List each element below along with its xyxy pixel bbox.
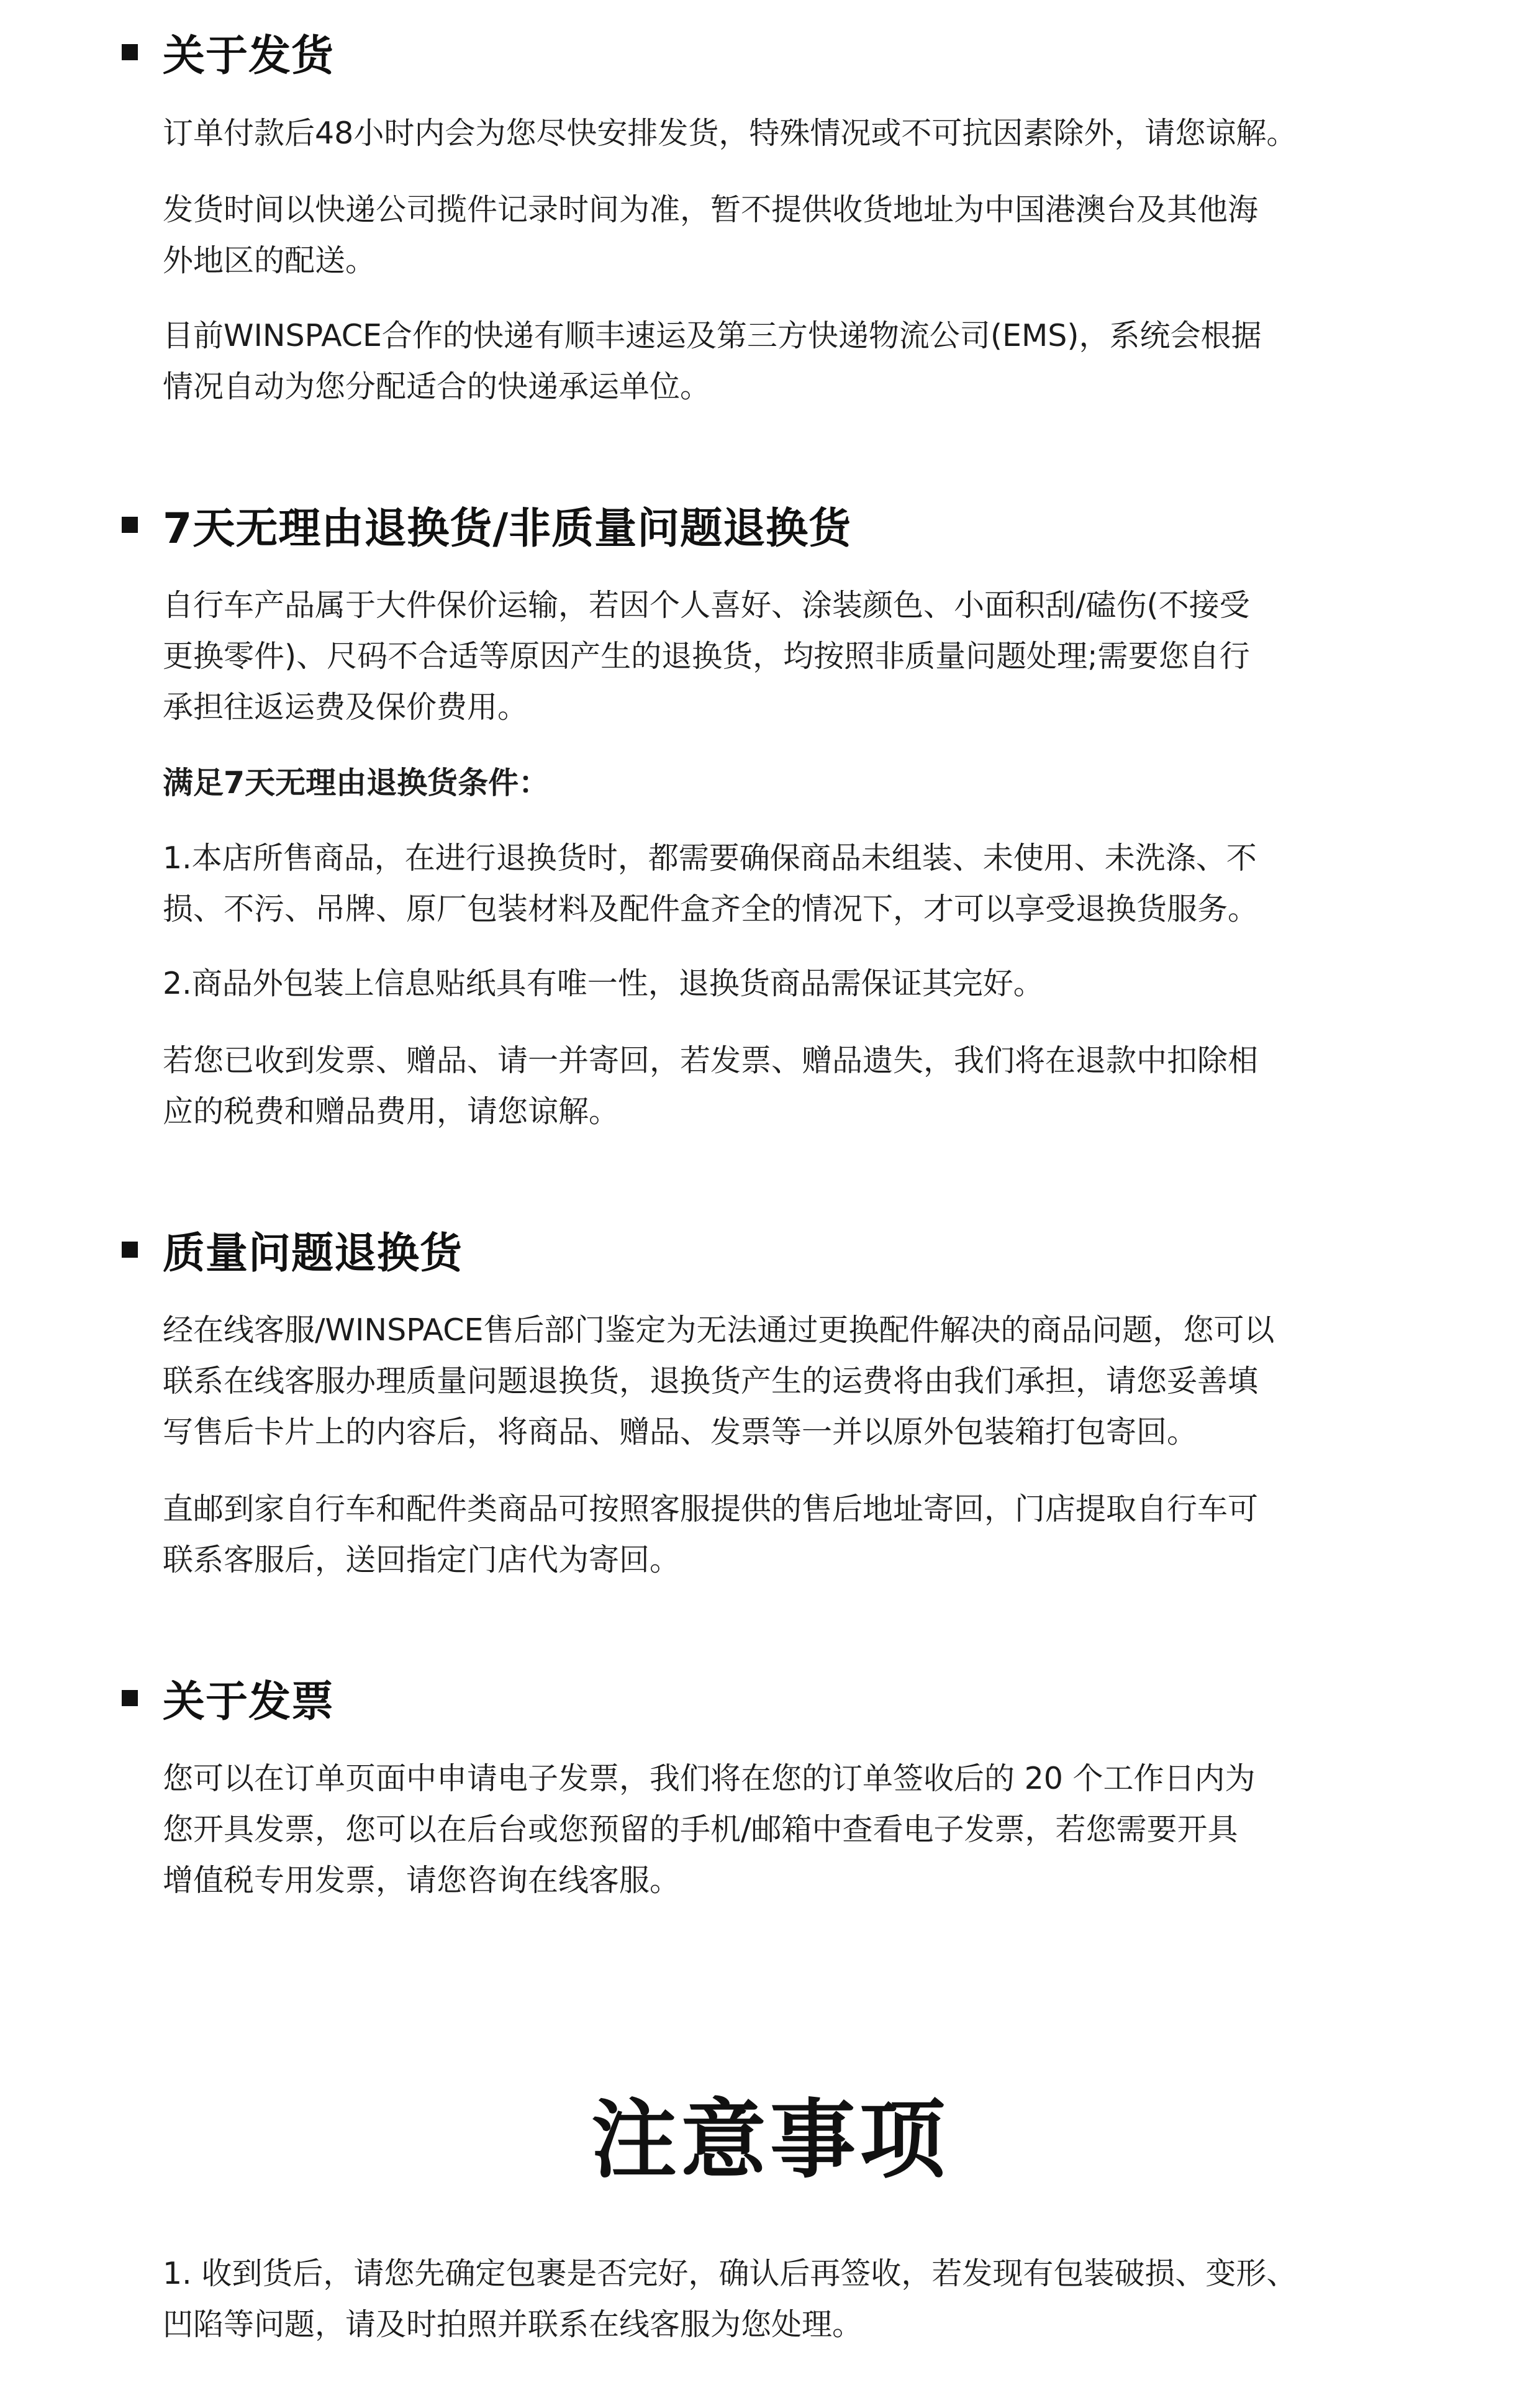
paragraph: 自行车产品属于大件保价运输，若因个人喜好、涂装颜色、小面积刮/磕伤(不接受 更换零件)、尺码不合适等原因产生的退换货，均按照非质量问题处理;需要您自行 承担往返运费及保价费用。 bbox=[163, 588, 1250, 725]
section-heading-invoice bbox=[122, 1667, 334, 1729]
section-heading-quality bbox=[122, 1219, 463, 1281]
paragraph: 直邮到家自行车和配件类商品可按照客服提供的售后地址寄回，门店提取自行车可 联系客服后，送回指定门店代为寄回。 bbox=[163, 1491, 1259, 1578]
paragraph: 经在线客服/WINSPACE售后部门鉴定为无法通过更换配件解决的商品问题，您可以 联系在线客服办理质量问题退换货，退换货产生的运费将由我们承担，请您妥善填 写售后卡片上的内容后，将商品、赠品、发票等一并以原外包装箱打包寄回。 bbox=[163, 1312, 1275, 1450]
paragraph: 订单付款后48小时内会为您尽快安排发货，特殊情况或不可抗因素除外，请您谅解。 bbox=[163, 116, 1297, 151]
square-bullet-icon bbox=[122, 1690, 138, 1706]
notice-title: 注意事项 bbox=[591, 2090, 949, 2190]
paragraph: 您可以在订单页面中申请电子发票，我们将在您的订单签收后的 20 个工作日内为 您开具发票，您可以在后台或您预留的手机/邮箱中查看电子发票，若您需要开具 增值税专用发票，请您咨询在线客服。 bbox=[163, 1761, 1256, 1898]
paragraph: 若您已收到发票、赠品、请一并寄回，若发票、赠品遗失，我们将在退款中扣除相 应的税费和赠品费用，请您谅解。 bbox=[163, 1043, 1259, 1129]
section-heading-shipping bbox=[122, 21, 334, 83]
square-bullet-icon bbox=[122, 517, 138, 533]
paragraph: 1.本店所售商品，在进行退换货时，都需要确保商品未组装、未使用、未洗涤、不 损、不污、吊牌、原厂包装材料及配件盒齐全的情况下，才可以享受退换货服务。 bbox=[163, 840, 1259, 927]
section-title: 质量问题退换货 bbox=[163, 1229, 463, 1278]
notice-item: 1. 收到货后，请您先确定包裹是否完好，确认后再签收，若发现有包装破损、变形、 凹陷等问题，请及时拍照并联系在线客服为您处理。 bbox=[163, 2256, 1297, 2342]
section-title: 关于发票 bbox=[163, 1677, 335, 1727]
paragraph: 目前WINSPACE合作的快递有顺丰速运及第三方快递物流公司(EMS)，系统会根据 情况自动为您分配适合的快递承运单位。 bbox=[163, 318, 1262, 404]
section-title: 7天无理由退换货/非质量问题退换货 bbox=[163, 504, 852, 553]
section-title: 关于发货 bbox=[163, 31, 335, 81]
square-bullet-icon bbox=[122, 1242, 138, 1258]
section-heading-returns bbox=[122, 494, 851, 556]
square-bullet-icon bbox=[122, 44, 138, 60]
paragraph: 2.商品外包装上信息贴纸具有唯一性，退换货商品需保证其完好。 bbox=[163, 966, 1044, 1001]
conditions-heading: 满足7天无理由退换货条件： bbox=[163, 765, 550, 801]
paragraph: 发货时间以快递公司揽件记录时间为准，暂不提供收货地址为中国港澳台及其他海 外地区的配送。 bbox=[163, 192, 1259, 278]
